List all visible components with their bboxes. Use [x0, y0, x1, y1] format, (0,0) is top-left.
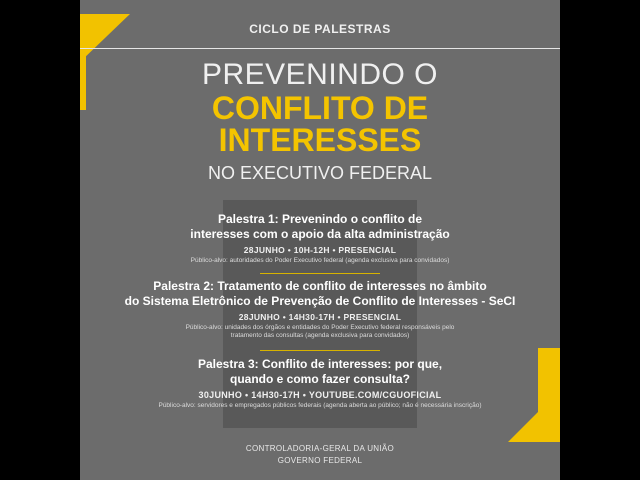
talk-3	[80, 357, 560, 410]
talk-1-title-line-2: interesses com o apoio da alta administração	[190, 227, 450, 241]
talk-3-schedule: 30JUNHO • 14H30-17H • YOUTUBE.COM/CGUOFICIAL	[198, 390, 442, 400]
header-divider	[80, 48, 560, 49]
footer-organization: CONTROLADORIA-GERAL DA UNIÃO	[245, 444, 395, 453]
talk-1-audience: Público-alvo: autoridades do Poder Executivo federal (agenda exclusiva para convidados)	[190, 257, 450, 264]
series-label: CICLO DE PALESTRAS	[249, 22, 391, 36]
separator-2	[260, 350, 380, 351]
talk-2-title-line-1: Palestra 2: Tratamento de conflito de interesses no âmbito	[153, 279, 487, 293]
talk-1-title-line-1: Palestra 1: Prevenindo o conflito de	[217, 212, 423, 226]
talk-1-schedule: 28JUNHO • 10H-12H • PRESENCIAL	[243, 245, 397, 255]
talk-2	[80, 279, 560, 340]
title-line-3: INTERESSES	[218, 122, 422, 158]
separator-1	[260, 273, 380, 274]
footer-government: GOVERNO FEDERAL	[277, 456, 363, 465]
talk-2-audience-line-2: tratamento das consultas (agenda exclusiva para convidados)	[230, 332, 410, 339]
talk-2-schedule: 28JUNHO • 14H30-17H • PRESENCIAL	[238, 312, 402, 322]
talk-3-audience: Público-alvo: servidores e empregados públicos federais (agenda aberta ao público; não é necessária inscrição)	[158, 402, 482, 409]
title-line-4: NO EXECUTIVO FEDERAL	[207, 163, 433, 183]
event-poster	[80, 0, 560, 480]
talk-1	[80, 212, 560, 265]
talk-2-title-line-2: do Sistema Eletrônico de Prevenção de Conflito de Interesses - SeCI	[124, 294, 516, 308]
talk-2-audience-line-1: Público-alvo: unidades dos órgãos e entidades do Poder Executivo federal responsáveis pelo	[185, 324, 455, 331]
title-line-2: CONFLITO DE	[211, 90, 429, 126]
talk-3-title-line-2: quando e como fazer consulta?	[229, 372, 411, 386]
title-line-1: PREVENINDO O	[201, 58, 439, 91]
talk-3-title-line-1: Palestra 3: Conflito de interesses: por que,	[197, 357, 443, 371]
